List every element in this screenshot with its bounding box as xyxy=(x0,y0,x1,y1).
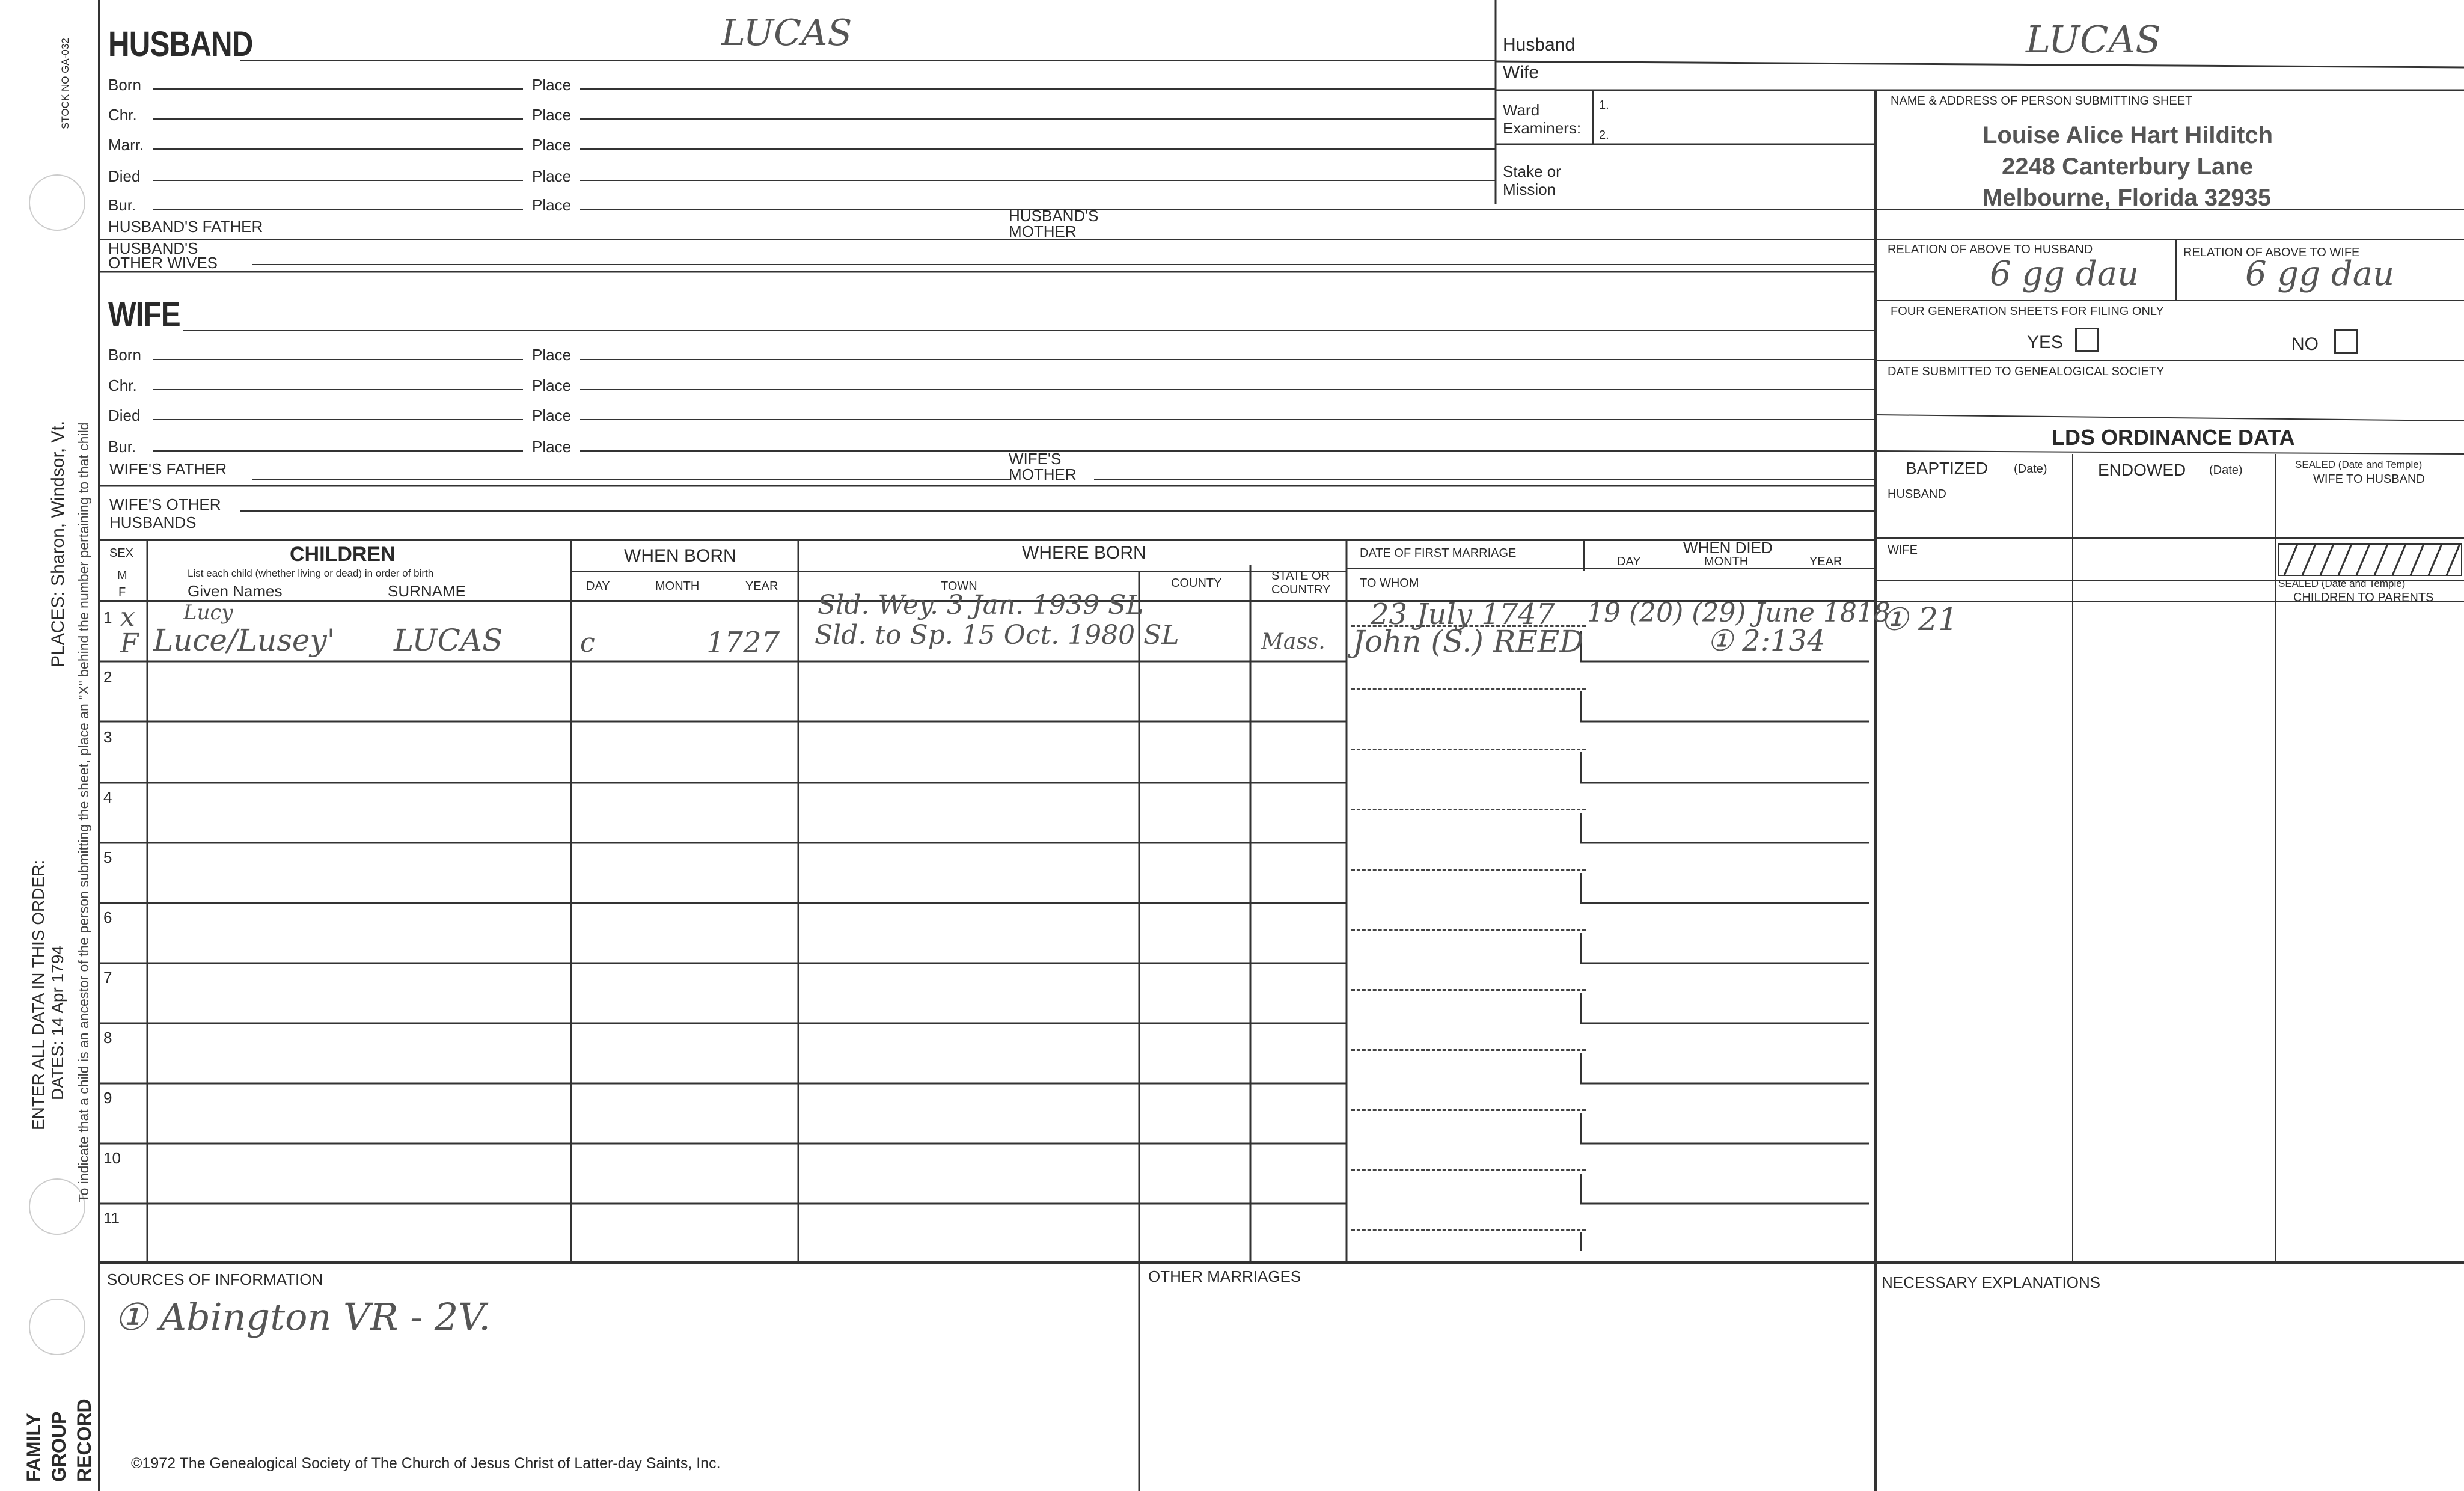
child-row-number: 6 xyxy=(103,908,112,926)
marriage-line-3 xyxy=(1351,749,1586,750)
child-row-number: 9 xyxy=(103,1089,112,1107)
lds-endowed-label: ENDOWED xyxy=(2098,461,2186,479)
relation-husband-label: RELATION OF ABOVE TO HUSBAND xyxy=(1888,243,2093,256)
child-row-number: 8 xyxy=(103,1029,112,1047)
husband-mother-label-2: MOTHER xyxy=(1009,222,1077,240)
child1-marriage-date-value[interactable]: 23 July 1747 xyxy=(1371,598,1555,631)
child1-born-year-value[interactable]: 1727 xyxy=(706,626,780,660)
wife-other-husbands-label-2: HUSBANDS xyxy=(109,513,197,531)
to-whom-header: TO WHOM xyxy=(1360,577,1419,590)
other-marriages-label: OTHER MARRIAGES xyxy=(1148,1267,1301,1285)
sex-m-header: M xyxy=(117,569,127,582)
ward-label: Ward xyxy=(1503,101,1540,119)
lds-sealed-label-1: SEALED (Date and Temple) xyxy=(2295,459,2423,470)
relation-husband-value[interactable]: 6 gg dau xyxy=(1990,254,2139,293)
yes-label: YES xyxy=(2027,332,2064,352)
wife-bur-place-label: Place xyxy=(532,438,572,456)
examiners-label: Examiners: xyxy=(1503,119,1582,137)
marriage-line-5 xyxy=(1351,869,1586,871)
husband-marr-label: Marr. xyxy=(108,136,144,154)
husband-bur-label: Bur. xyxy=(108,196,136,214)
examiner-1-number: 1. xyxy=(1599,99,1609,112)
child1-state-value[interactable]: Mass. xyxy=(1261,629,1325,654)
date-submitted-label: DATE SUBMITTED TO GENEALOGICAL SOCIETY xyxy=(1888,365,2165,378)
sex-f-header: F xyxy=(118,586,126,599)
where-born-header: WHERE BORN xyxy=(1022,543,1146,563)
husband-heading: HUSBAND xyxy=(108,25,253,64)
child1-to-whom-value[interactable]: John (S.) REED xyxy=(1353,624,1584,659)
child-row-number: 7 xyxy=(103,969,112,987)
children-instructions: List each child (whether living or dead) in order of birth xyxy=(188,568,434,579)
wife-mother-label-2: MOTHER xyxy=(1009,465,1077,483)
born-day-header: DAY xyxy=(586,580,610,593)
husband-born-place-label: Place xyxy=(532,76,572,94)
lds-wife-label: WIFE xyxy=(1888,543,1918,557)
yes-checkbox[interactable] xyxy=(2075,328,2099,352)
lds-sealed-children-label-1: SEALED (Date and Temple) xyxy=(2278,578,2406,589)
county-header: COUNTY xyxy=(1171,577,1222,590)
child-row-number: 2 xyxy=(103,668,112,686)
stake-label-2: Mission xyxy=(1503,180,1556,198)
first-marriage-header: DATE OF FIRST MARRIAGE xyxy=(1360,546,1517,560)
husband-died-place-label: Place xyxy=(532,167,572,185)
wife-born-place-label: Place xyxy=(532,346,572,364)
husband-mother-label-1: HUSBAND'S xyxy=(1009,207,1099,225)
born-year-header: YEAR xyxy=(745,580,778,593)
husband-bur-place-label: Place xyxy=(532,196,572,214)
sex-header: SEX xyxy=(109,546,134,560)
child1-given-alt-value[interactable]: Lucy xyxy=(183,601,233,625)
husband-surname-value[interactable]: LUCAS xyxy=(721,12,852,54)
stock-number: STOCK NO GA-032 xyxy=(60,38,71,129)
examiner-2-number: 2. xyxy=(1599,129,1609,142)
lds-baptized-date-label: (Date) xyxy=(2014,462,2047,476)
binder-hole-top xyxy=(29,174,85,231)
sources-label: SOURCES OF INFORMATION xyxy=(107,1270,323,1288)
ward-wife-label: Wife xyxy=(1503,63,1539,82)
marriage-line-10 xyxy=(1351,1169,1586,1171)
children-header: CHILDREN xyxy=(290,543,396,566)
stake-label-1: Stake or xyxy=(1503,162,1561,180)
child1-surname-value[interactable]: LUCAS xyxy=(394,623,503,658)
wife-died-place-label: Place xyxy=(532,406,572,424)
child1-given-name-value[interactable]: Luce/Lusey' xyxy=(153,623,335,658)
child-row-number: 1 xyxy=(103,608,112,626)
lds-husband-label: HUSBAND xyxy=(1888,488,1946,501)
wife-mother-label-1: WIFE'S xyxy=(1009,450,1062,468)
given-names-header: Given Names xyxy=(188,582,283,600)
husband-father-label: HUSBAND'S FATHER xyxy=(108,218,263,236)
wife-heading: WIFE xyxy=(108,295,180,334)
no-checkbox[interactable] xyxy=(2334,329,2358,354)
dates-note: DATES: 14 Apr 1794 xyxy=(48,945,67,1100)
child1-town-value-2[interactable]: Sld. to Sp. 15 Oct. 1980 SL xyxy=(815,620,1179,651)
husband-died-label: Died xyxy=(108,167,141,185)
town-header: TOWN xyxy=(941,580,977,593)
husband-other-wives-label-1: HUSBAND'S xyxy=(108,239,198,257)
to-whom-line-1 xyxy=(1351,688,1586,690)
sources-value[interactable]: ① Abington VR - 2V. xyxy=(114,1295,491,1339)
submitter-name: Louise Alice Hart Hilditch xyxy=(1983,122,2273,148)
record-title-family: FAMILY xyxy=(23,1413,44,1482)
submitter-street: 2248 Canterbury Lane xyxy=(2002,153,2253,180)
child-row-number: 11 xyxy=(103,1209,120,1227)
marriage-line-4 xyxy=(1351,809,1586,810)
wife-other-husbands-label-1: WIFE'S OTHER xyxy=(109,495,221,513)
died-day-header: DAY xyxy=(1617,555,1641,568)
places-note: PLACES: Sharon, Windsor, Vt. xyxy=(48,420,68,667)
wife-father-label: WIFE'S FATHER xyxy=(109,460,227,478)
husband-chr-place-label: Place xyxy=(532,106,572,124)
died-year-header: YEAR xyxy=(1809,555,1842,568)
child1-town-value-1[interactable]: Sld. Wey. 3 Jan. 1939 SL xyxy=(818,590,1144,620)
husband-other-wives-label-2: OTHER WIVES xyxy=(108,254,218,272)
marriage-line-6 xyxy=(1351,929,1586,931)
husband-born-label: Born xyxy=(108,76,141,94)
state-header-2: COUNTRY xyxy=(1271,583,1331,596)
marriage-line-9 xyxy=(1351,1109,1586,1111)
child-row-number: 5 xyxy=(103,848,112,866)
enter-order-note: ENTER ALL DATA IN THIS ORDER: xyxy=(29,859,47,1130)
submitter-label: NAME & ADDRESS OF PERSON SUBMITTING SHEET xyxy=(1891,94,2193,108)
wife-died-label: Died xyxy=(108,406,141,424)
child1-died-reference-value[interactable]: ① 2:134 xyxy=(1707,624,1826,658)
husband-chr-label: Chr. xyxy=(108,106,137,124)
wife-bur-label: Bur. xyxy=(108,438,136,456)
four-generation-label: FOUR GENERATION SHEETS FOR FILING ONLY xyxy=(1891,305,2164,318)
when-born-header: WHEN BORN xyxy=(624,546,736,566)
lds-title: LDS ORDINANCE DATA xyxy=(2052,425,2295,450)
state-header-1: STATE OR xyxy=(1271,569,1330,583)
lds-sealed-children-label-2: CHILDREN TO PARENTS xyxy=(2293,591,2434,604)
lds-row1-baptized-value[interactable]: ① 21 xyxy=(1880,602,1958,638)
necessary-explanations-label: NECESSARY EXPLANATIONS xyxy=(1882,1273,2101,1291)
binder-hole-bottom xyxy=(29,1299,85,1355)
when-died-header: WHEN DIED xyxy=(1683,539,1773,557)
child-row-number: 10 xyxy=(103,1149,121,1167)
died-month-header: MONTH xyxy=(1704,555,1749,568)
ward-husband-label: Husband xyxy=(1503,35,1576,55)
wife-chr-label: Chr. xyxy=(108,376,137,394)
born-month-header: MONTH xyxy=(655,580,700,593)
indicate-note: To indicate that a child is an ancestor of the person submitting the sheet, place an "X" behind the number pertaining to that child xyxy=(76,422,91,1202)
child-row-number: 3 xyxy=(103,728,112,746)
record-title-record: RECORD xyxy=(73,1398,95,1482)
no-label: NO xyxy=(2291,334,2319,354)
marriage-line-11 xyxy=(1351,1229,1586,1231)
relation-wife-value[interactable]: 6 gg dau xyxy=(2245,254,2395,293)
child-row-number: 4 xyxy=(103,788,112,806)
marriage-line-7 xyxy=(1351,989,1586,991)
lds-baptized-label: BAPTIZED xyxy=(1906,459,1988,477)
surname-header: SURNAME xyxy=(388,582,466,600)
child1-sex-value[interactable]: x F xyxy=(120,602,139,659)
lds-sealed-label-2: WIFE TO HUSBAND xyxy=(2313,473,2425,486)
ward-husband-surname-value[interactable]: LUCAS xyxy=(2026,17,2161,61)
husband-marr-place-label: Place xyxy=(532,136,572,154)
child1-died-value[interactable]: 19 (20) (29) June 1818 xyxy=(1587,598,1891,628)
relation-wife-label: RELATION OF ABOVE TO WIFE xyxy=(2183,246,2360,259)
record-title-group: GROUP xyxy=(48,1411,70,1482)
wife-born-label: Born xyxy=(108,346,141,364)
lds-endowed-date-label: (Date) xyxy=(2209,464,2243,477)
copyright-notice: ©1972 The Genealogical Society of The Church of Jesus Christ of Latter-day Saints, Inc. xyxy=(131,1455,721,1472)
child1-born-day-value[interactable]: c xyxy=(580,628,595,658)
wife-chr-place-label: Place xyxy=(532,376,572,394)
marriage-line-8 xyxy=(1351,1049,1586,1051)
submitter-city: Melbourne, Florida 32935 xyxy=(1983,185,2272,211)
